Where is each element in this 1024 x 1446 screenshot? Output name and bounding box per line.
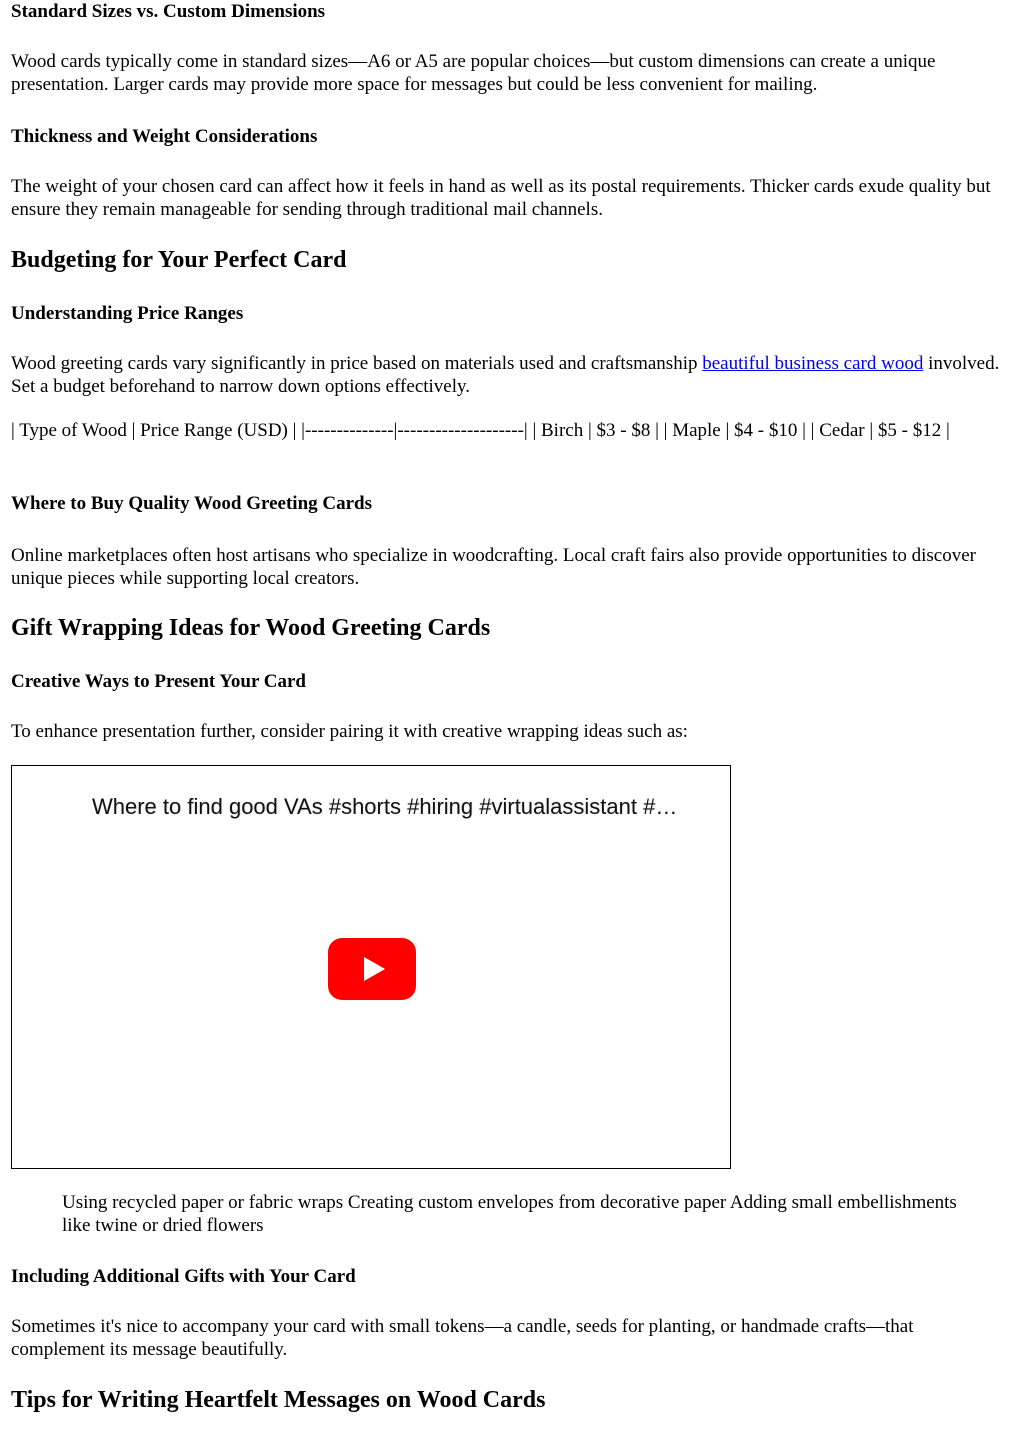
heading-creative-ways: Creative Ways to Present Your Card bbox=[11, 671, 307, 692]
paragraph-creative-ways: To enhance presentation further, consider pairing it with creative wrapping ideas such as: bbox=[11, 721, 688, 742]
heading-price-ranges: Understanding Price Ranges bbox=[11, 303, 244, 324]
heading-gift-wrapping: Gift Wrapping Ideas for Wood Greeting Cards bbox=[11, 615, 491, 641]
wrap-ideas-list: Using recycled paper or fabric wraps Creating custom envelopes from decorative paper Adding small embellishments like twine or dried flowers bbox=[62, 1192, 957, 1236]
paragraph-standard-sizes: Wood cards typically come in standard sizes—A6 or A5 are popular choices—but custom dimensions can create a unique presentation. Larger cards may provide more space for messages but could be less convenient for mailing. bbox=[11, 51, 936, 95]
video-title[interactable]: Where to find good VAs #shorts #hiring #virtualassistant #… bbox=[92, 794, 678, 819]
heading-standard-sizes: Standard Sizes vs. Custom Dimensions bbox=[11, 1, 326, 22]
heading-budgeting: Budgeting for Your Perfect Card bbox=[11, 247, 347, 273]
heading-where-to-buy: Where to Buy Quality Wood Greeting Cards bbox=[11, 493, 373, 514]
heading-tips: Tips for Writing Heartfelt Messages on Wood Cards bbox=[11, 1387, 546, 1413]
price-ranges-text-before: Wood greeting cards vary significantly in price based on materials used and craftsmanship bbox=[11, 353, 703, 374]
paragraph-additional-gifts: Sometimes it's nice to accompany your card with small tokens—a candle, seeds for planting, or handmade crafts—that complement its message beautifully. bbox=[11, 1316, 914, 1360]
paragraph-where-to-buy: Online marketplaces often host artisans who specialize in woodcrafting. Local craft fairs also provide opportunities to discover unique pieces while supporting local creators. bbox=[11, 545, 977, 589]
price-ranges-text-after: involved. Set a budget beforehand to narrow down options effectively. bbox=[11, 353, 1000, 397]
heading-additional-gifts: Including Additional Gifts with Your Card bbox=[11, 1266, 356, 1287]
paragraph-thickness: The weight of your chosen card can affect how it feels in hand as well as its postal requirements. Thicker cards exude quality but ensure they remain manageable for sending through traditional mail channels. bbox=[11, 176, 991, 220]
price-table-text: | Type of Wood | Price Range (USD) | |--------------|--------------------| | Birch | $3 - $8 | | Maple | $4 - $10 | | Cedar | $5 - $12 | bbox=[11, 420, 950, 441]
heading-thickness: Thickness and Weight Considerations bbox=[11, 126, 318, 147]
youtube-play-icon[interactable] bbox=[328, 938, 416, 1000]
paragraph-price-ranges bbox=[11, 352, 1006, 398]
video-embed[interactable] bbox=[11, 765, 731, 1169]
business-card-wood-link[interactable]: beautiful business card wood bbox=[702, 353, 924, 374]
